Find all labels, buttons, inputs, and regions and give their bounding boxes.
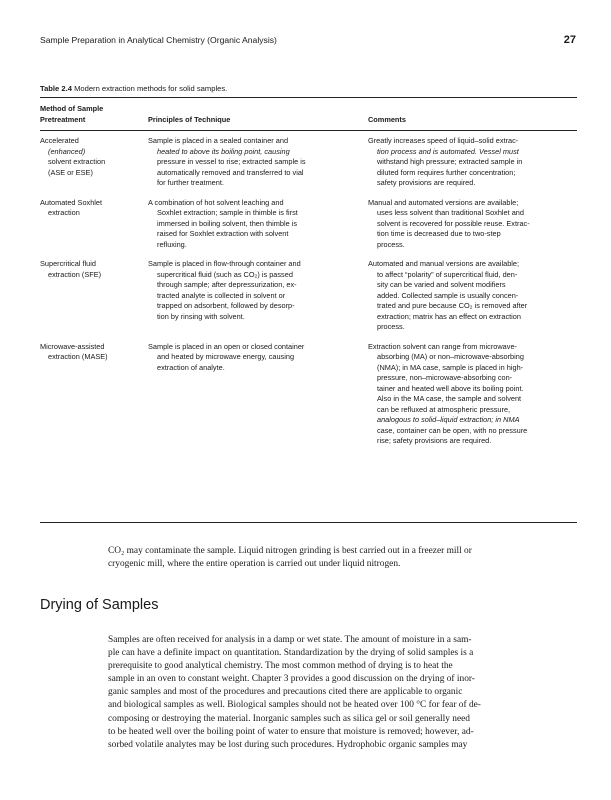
comments-line: rise; safety provisions are required.: [377, 436, 492, 445]
comments-line: solvent is recovered for possible reuse. Extrac-: [377, 218, 530, 228]
col1-header-line: Method of Sample: [40, 104, 104, 113]
principles-line: for further treatment.: [157, 178, 224, 187]
comments-line: withstand high pressure; extracted sample in: [377, 157, 523, 166]
comments-line: trated and pure because CO₂ is removed after: [377, 301, 528, 310]
comments-line: Manual and automated versions are available;: [368, 197, 519, 207]
text-line: to be heated well over the boiling point of water to ensure that moisture is removed; however, ad-: [108, 726, 474, 737]
method-line: extraction (MASE): [48, 352, 108, 361]
method-line: Microwave-assisted: [40, 341, 105, 351]
method-cell: [40, 259, 148, 333]
comments-line: extraction; matrix has an effect on extraction: [377, 311, 521, 321]
principles-line: raised for Soxhlet extraction with solvent: [157, 229, 289, 238]
principles-line: Sample is placed in flow-through container and: [148, 259, 301, 268]
text-line: ganic samples and most of the procedures and precautions cited there are applicable to organic: [108, 687, 463, 698]
method-line: Supercritical fluid: [40, 259, 96, 268]
principles-line: tracted analyte is collected in solvent or: [157, 290, 286, 300]
principles-line: and heated by microwave energy, causing: [157, 352, 295, 361]
method-line: Automated Soxhlet: [40, 197, 103, 207]
comments-line: Automated and manual versions are available;: [368, 259, 520, 268]
method-line: extraction: [48, 208, 80, 217]
comments-line: case, container can be open, with no pressure: [377, 425, 528, 435]
method-cell: [40, 198, 148, 251]
comments-line: analogous to solid–liquid extraction; in NMA: [377, 415, 520, 424]
principles-cell: [148, 259, 368, 333]
principles-line: immersed in boiling solvent, then thimble is: [157, 218, 298, 228]
text-line: ple can have a definite impact on quantitation. Standardization by the drying of solid samples is a: [108, 648, 474, 659]
comments-line: safety provisions are required.: [377, 178, 476, 187]
text-line: Samples are often received for analysis in a damp or wet state. The amount of moisture in a sam-: [108, 635, 472, 645]
text-line: composing or destroying the material. Inorganic samples such as silica gel or soil generally need: [108, 713, 470, 724]
comments-line: can be refluxed at atmospheric pressure,: [377, 404, 511, 414]
text-line: sorbed volatile analytes may be lost during such procedures. Hydrophobic organic samples may: [108, 739, 468, 750]
table-row: [40, 259, 577, 333]
col1-header-line: Pretreatment: [40, 114, 86, 124]
running-title: Sample Preparation in Analytical Chemistry (Organic Analysis): [40, 35, 277, 45]
principles-line: trapped on adsorbent, followed by desorp-: [157, 301, 295, 310]
table-body: [40, 136, 577, 456]
table-header-row: [40, 104, 577, 125]
principles-line: through sample; after depressurization, ex-: [157, 280, 297, 289]
comments-line: Also in the MA case, the sample and solvent: [377, 394, 522, 403]
comments-line: added. Collected sample is usually concen-: [377, 290, 519, 300]
principles-line: tion by rinsing with solvent.: [157, 311, 245, 321]
comments-cell: [368, 136, 577, 189]
comments-line: tion process and is automated. Vessel must: [377, 146, 519, 156]
section-heading: Drying of Samples: [40, 597, 159, 613]
method-line: (ASE or ESE): [48, 167, 93, 177]
comments-line: Extraction solvent can range from microwave-: [368, 341, 517, 351]
comments-line: diluted form requires further concentration;: [377, 167, 516, 177]
table-row: [40, 198, 577, 251]
text-line: cryogenic mill, where the entire operation is carried out under liquid nitrogen.: [108, 559, 401, 570]
comments-line: pressure, non–microwave-absorbing con-: [377, 373, 513, 382]
body-paragraph: [108, 634, 578, 752]
comments-line: absorbing (MA) or non–microwave-absorbing: [377, 352, 524, 361]
comments-line: process.: [377, 322, 405, 331]
principles-line: Soxhlet extraction; sample in thimble is first: [157, 208, 298, 217]
principles-line: refluxing.: [157, 239, 187, 249]
text-line: and biological samples as well. Biological samples should not be heated over 100 °C for fear of de-: [108, 700, 481, 711]
comments-line: to affect “polarity” of supercritical fluid, den-: [377, 269, 518, 279]
comments-cell: [368, 342, 577, 447]
principles-line: A combination of hot solvent leaching and: [148, 197, 284, 207]
principles-cell: [148, 136, 368, 189]
running-head: [40, 34, 576, 46]
method-cell: [40, 342, 148, 447]
table-row: [40, 136, 577, 189]
method-line: solvent extraction: [48, 157, 106, 166]
text-line: CO₂ may contaminate the sample. Liquid nitrogen grinding is best carried out in a freezer mill or: [108, 546, 472, 556]
comments-line: process.: [377, 239, 405, 249]
method-line: (enhanced): [48, 146, 86, 156]
principles-line: pressure in vessel to rise; extracted sample is: [157, 157, 306, 166]
method-line: extraction (SFE): [48, 269, 102, 279]
principles-line: automatically removed and transferred to vial: [157, 167, 304, 177]
comments-line: (NMA); in MA case, sample is placed in high-: [377, 362, 524, 372]
table-caption-text: Modern extraction methods for solid samples.: [74, 84, 228, 93]
col3-header: Comments: [368, 114, 406, 124]
table-row: [40, 342, 577, 447]
method-cell: [40, 136, 148, 189]
method-line: Accelerated: [40, 136, 79, 145]
intro-paragraph: [108, 545, 578, 571]
comments-line: uses less solvent than traditional Soxhlet and: [377, 208, 524, 217]
comments-line: sity can be varied and solvent modifiers: [377, 280, 506, 289]
principles-line: Sample is placed in an open or closed container: [148, 341, 305, 351]
principles-line: Sample is placed in a sealed container and: [148, 136, 289, 145]
table-top-rule: [40, 97, 577, 98]
comments-cell: [368, 259, 577, 333]
principles-line: heated to above its boiling point, causing: [157, 146, 290, 156]
text-line: sample in an oven to constant weight. Chapter 3 provides a good discussion on the drying of inor-: [108, 674, 475, 685]
principles-line: extraction of analyte.: [157, 362, 225, 372]
col2-header: Principles of Technique: [148, 114, 231, 124]
principles-cell: [148, 198, 368, 251]
comments-line: tion time is decreased due to two-step: [377, 229, 501, 238]
comments-line: Greatly increases speed of liquid–solid extrac-: [368, 136, 519, 145]
text-line: prerequisite to good analytical chemistry. The most common method of drying is to heat the: [108, 661, 453, 672]
principles-line: supercritical fluid (such as CO₂) is passed: [157, 269, 293, 279]
comments-line: tainer and heated well above its boiling point.: [377, 383, 524, 393]
principles-cell: [148, 342, 368, 447]
table-caption: [40, 84, 227, 93]
table-header-rule: [40, 130, 577, 131]
table-bottom-rule: [40, 522, 577, 523]
page-number: 27: [563, 34, 576, 46]
table-caption-label: Table 2.4: [40, 84, 72, 93]
comments-cell: [368, 198, 577, 251]
